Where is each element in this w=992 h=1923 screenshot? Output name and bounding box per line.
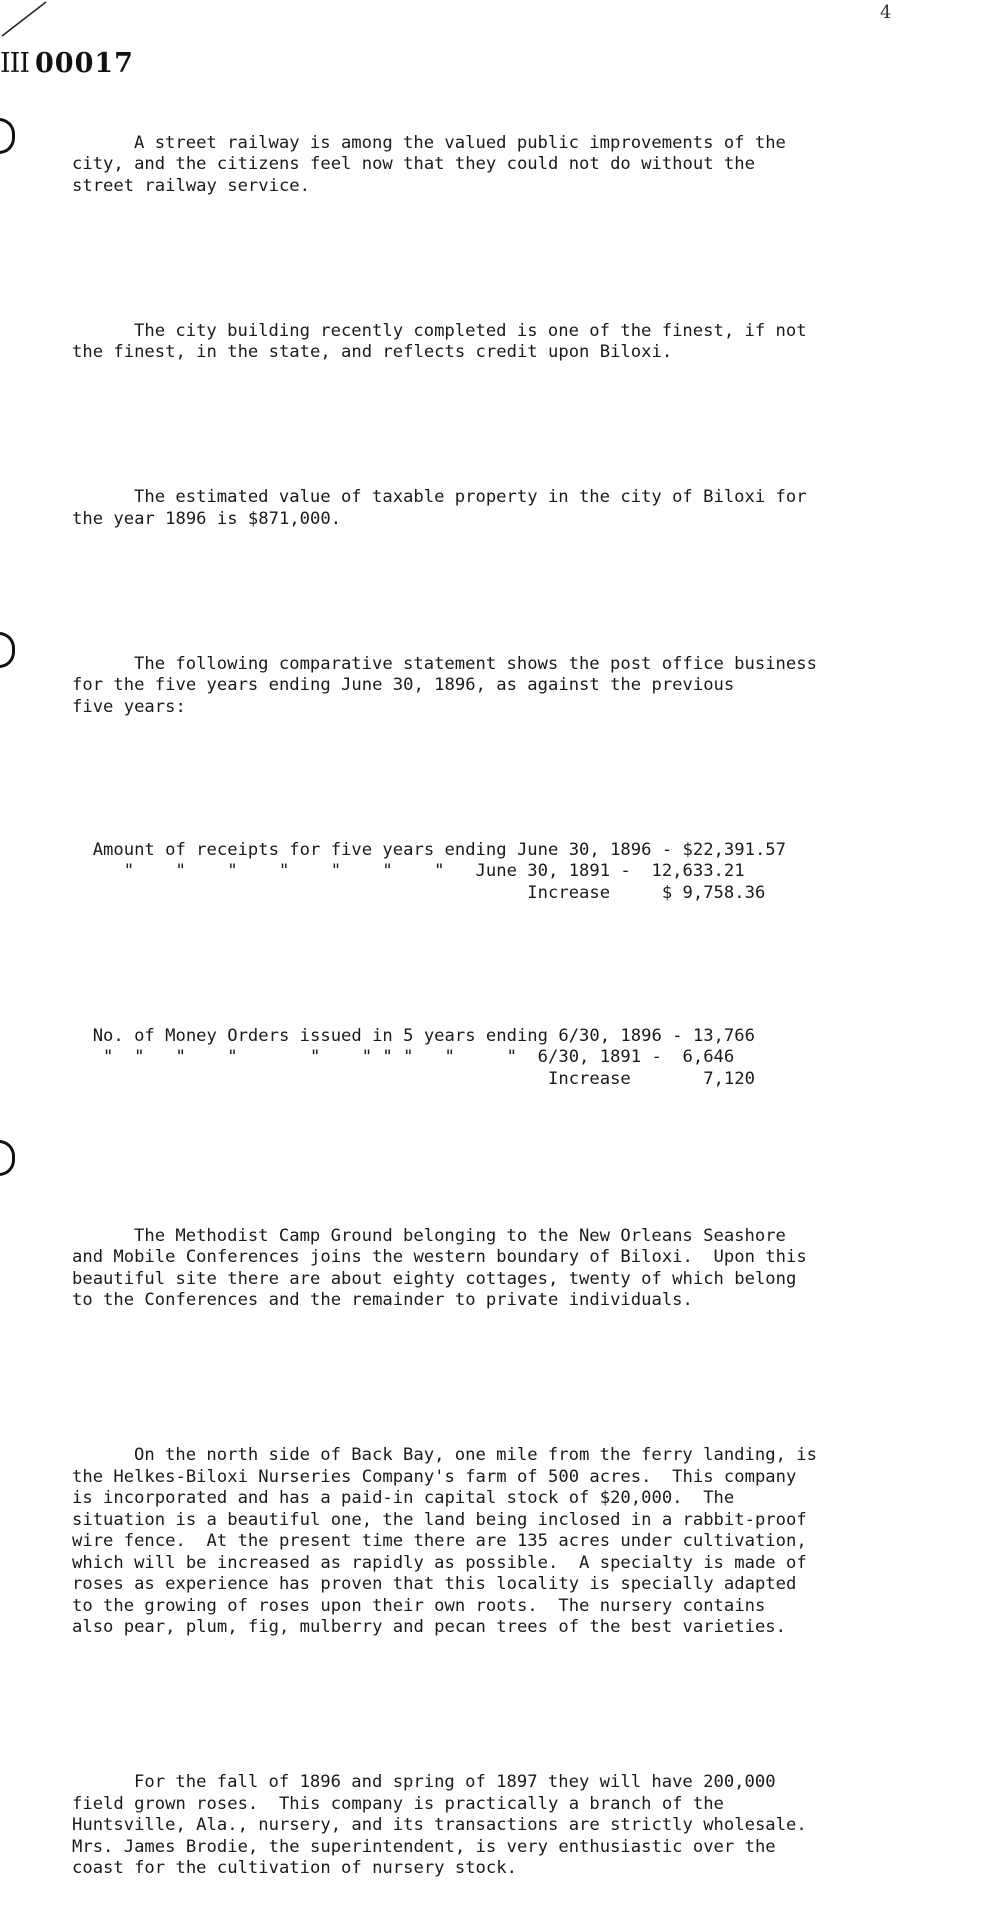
stamp-code: 00017 bbox=[35, 48, 134, 79]
text-line: situation is a beautiful one, the land being inclosed in a rabbit-proof bbox=[72, 1509, 807, 1530]
table-row: Increase 7,120 bbox=[72, 1068, 755, 1089]
text-line: The estimated value of taxable property in the city of Biloxi for bbox=[134, 487, 807, 507]
page-number: 4 bbox=[880, 2, 892, 23]
text-line: Mrs. James Brodie, the superintendent, is very enthusiastic over the bbox=[72, 1836, 776, 1857]
text-line: the year 1896 is $871,000. bbox=[72, 508, 342, 529]
text-line: is incorporated and has a paid-in capital stock of $20,000. The bbox=[72, 1488, 735, 1508]
text-line: wire fence. At the present time there are 135 acres under cultivation, bbox=[72, 1531, 807, 1551]
table-row: Amount of receipts for five years ending June 30, 1896 - $22,391.57 bbox=[72, 839, 786, 860]
text-line: for the five years ending June 30, 1896, as against the previous bbox=[72, 675, 735, 695]
text-line: beautiful site there are about eighty cottages, twenty of which belong bbox=[72, 1268, 797, 1289]
paragraph-nurseries bbox=[72, 1445, 952, 1639]
text-line: A street railway is among the valued public improvements of the bbox=[134, 132, 786, 153]
table-row: No. of Money Orders issued in 5 years ending 6/30, 1896 - 13,766 bbox=[72, 1025, 755, 1046]
binder-hole bbox=[0, 1140, 15, 1176]
text-line: which will be increased as rapidly as possible. A specialty is made of bbox=[72, 1552, 807, 1573]
text-line: also pear, plum, fig, mulberry and pecan trees of the best varieties. bbox=[72, 1617, 786, 1637]
text-line: five years: bbox=[72, 696, 186, 717]
text-line: Huntsville, Ala., nursery, and its transactions are strictly wholesale. bbox=[72, 1815, 807, 1835]
paragraph-post-office bbox=[72, 654, 952, 719]
text-line: field grown roses. This company is practically a branch of the bbox=[72, 1793, 724, 1814]
text-line: the Helkes-Biloxi Nurseries Company's farm of 500 acres. This company bbox=[72, 1466, 797, 1487]
text-line: On the north side of Back Bay, one mile from the ferry landing, is bbox=[134, 1445, 817, 1465]
document-body bbox=[72, 68, 952, 1923]
scan-pen-mark bbox=[0, 0, 60, 40]
table-row: " " " " " " " June 30, 1891 - 12,633.21 bbox=[72, 861, 745, 881]
receipts-statement bbox=[72, 840, 952, 905]
text-line: For the fall of 1896 and spring of 1897 they will have 200,000 bbox=[134, 1772, 776, 1792]
text-line: roses as experience has proven that this locality is specially adapted bbox=[72, 1574, 797, 1594]
table-row: " " " " " " " " " " 6/30, 1891 - 6,646 bbox=[72, 1047, 735, 1067]
text-line: The Methodist Camp Ground belonging to the New Orleans Seashore bbox=[134, 1225, 786, 1246]
text-line: street railway service. bbox=[72, 175, 310, 196]
paragraph-camp-ground bbox=[72, 1226, 952, 1312]
text-line: coast for the cultivation of nursery stock. bbox=[72, 1858, 517, 1878]
stamp-bars: III bbox=[0, 48, 29, 79]
text-line: The city building recently completed is one of the finest, if not bbox=[134, 320, 807, 341]
paragraph-roses bbox=[72, 1772, 952, 1880]
paragraph-taxable-property bbox=[72, 487, 952, 530]
binder-hole bbox=[0, 118, 15, 154]
text-line: The following comparative statement shows the post office business bbox=[134, 653, 817, 674]
table-row: Increase $ 9,758.36 bbox=[72, 882, 766, 903]
text-line: city, and the citizens feel now that they could not do without the bbox=[72, 154, 755, 174]
money-orders-statement bbox=[72, 1026, 952, 1091]
paragraph-street-railway bbox=[72, 133, 952, 198]
text-line: the finest, in the state, and reflects credit upon Biloxi. bbox=[72, 342, 673, 362]
text-line: to the Conferences and the remainder to private individuals. bbox=[72, 1290, 693, 1310]
text-line: to the growing of roses upon their own roots. The nursery contains bbox=[72, 1595, 766, 1616]
binder-hole bbox=[0, 632, 15, 668]
text-line: and Mobile Conferences joins the western boundary of Biloxi. Upon this bbox=[72, 1247, 807, 1267]
paragraph-city-building bbox=[72, 321, 952, 364]
